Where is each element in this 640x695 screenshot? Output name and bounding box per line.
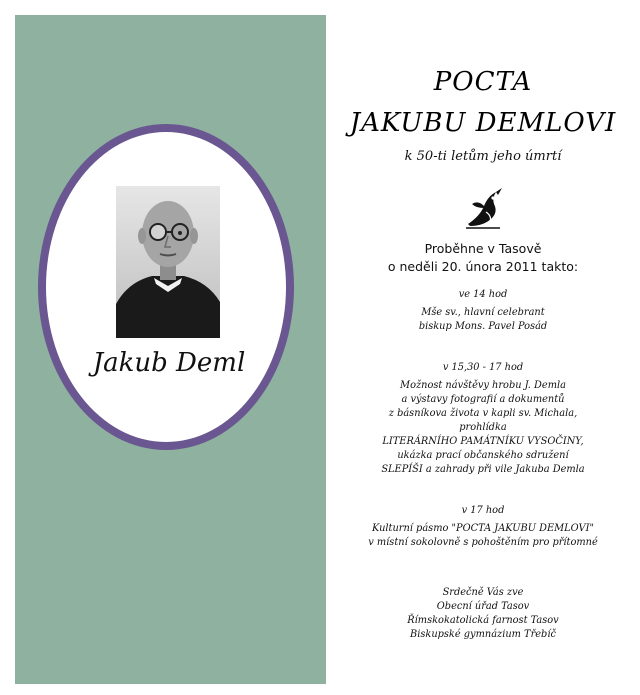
program-time-2: v 15,30 - 17 hod (442, 362, 524, 373)
title-line-2: JAKUBU DEMLOVI (349, 108, 617, 138)
announcement-date: o neděli 20. února 2011 takto: (387, 259, 579, 274)
portrait-photo (116, 186, 220, 338)
program-2-line-7: SLEPÍŠI a zahrady při vile Jakuba Demla (381, 464, 585, 475)
invitation-line-1: Srdečně Vás zve (442, 587, 524, 598)
announcement-place: Proběhne v Tasově (424, 241, 542, 256)
program-time-1: ve 14 hod (458, 289, 508, 300)
invitation-text (326, 0, 640, 695)
program-3-line-2: v místní sokolovně s pohoštěním pro přítomné (368, 537, 598, 548)
program-2-line-6: ukázka prací občanského sdružení (397, 450, 569, 461)
invitation-line-2: Obecní úřad Tasov (436, 601, 530, 612)
program-1-line-2: biskup Mons. Pavel Posád (418, 321, 548, 332)
program-2-line-1: Možnost návštěvy hrobu J. Demla (400, 380, 566, 391)
program-time-3: v 17 hod (461, 505, 505, 516)
program-2-line-2: a výstavy fotografií a dokumentů (401, 394, 565, 405)
title-line-1: POCTA (433, 67, 533, 97)
program-1-line-1: Mše sv., hlavní celebrant (421, 307, 545, 318)
invitation-line-3: Římskokatolická farnost Tasov (407, 615, 559, 626)
subtitle: k 50-ti letům jeho úmrtí (404, 149, 562, 164)
program-2-line-3: z básníkova života v kapli sv. Michala, (388, 408, 578, 419)
bird-emblem-icon (462, 186, 504, 230)
program-2-line-4: prohlídka (459, 422, 507, 433)
signature: Jakub Deml (92, 348, 246, 378)
program-3-line-1: Kulturní pásmo "POCTA JAKUBU DEMLOVI" (372, 523, 594, 534)
program-2-line-5: LITERÁRNÍHO PAMÁTNÍKU VYSOČINY, (382, 436, 584, 447)
invitation-line-4: Biskupské gymnázium Třebíč (410, 629, 556, 640)
